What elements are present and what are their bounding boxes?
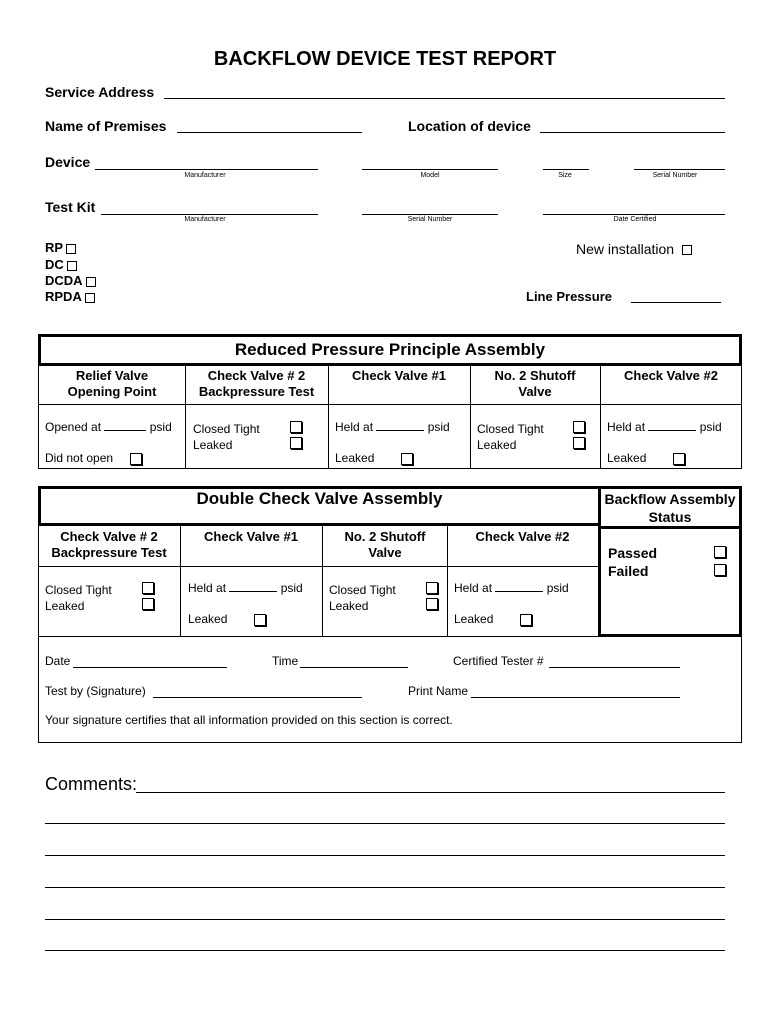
dc-cv1-leaked-checkbox[interactable] — [254, 614, 266, 626]
device-serial-field[interactable] — [634, 155, 725, 170]
device-serial-caption: Serial Number — [652, 172, 698, 179]
rp-shutoff-leaked-checkbox[interactable] — [573, 437, 585, 449]
device-manufacturer-field[interactable] — [95, 155, 318, 170]
print-name-label: Print Name — [408, 684, 469, 698]
dc-shutoff-closed-tight: Closed Tight — [329, 583, 396, 597]
device-model-caption: Model — [420, 172, 440, 179]
test-kit-manufacturer-caption: Manufacturer — [184, 216, 226, 223]
type-rpda[interactable]: RPDA — [45, 289, 95, 304]
rp-cv2-leaked: Leaked — [193, 438, 233, 452]
certified-tester-field[interactable] — [549, 654, 680, 668]
device-size-field[interactable] — [543, 155, 589, 170]
dc-checkbox[interactable] — [67, 261, 77, 271]
rp-opened-at: Opened at psid — [45, 420, 172, 434]
line-pressure-label: Line Pressure — [526, 289, 612, 304]
signature-field[interactable] — [153, 684, 362, 698]
device-model-field[interactable] — [362, 155, 498, 170]
dcda-checkbox[interactable] — [86, 277, 96, 287]
test-kit-label: Test Kit — [45, 199, 96, 215]
test-kit-manufacturer-field[interactable] — [101, 200, 318, 215]
dc-header-shutoff: No. 2 Shutoff Valve — [344, 529, 426, 560]
date-field[interactable] — [73, 654, 227, 668]
dc-header-cv2-backpressure: Check Valve # 2 Backpressure Test — [51, 529, 167, 560]
dc-cv1-held-at: Held at psid — [188, 581, 303, 595]
certify-statement: Your signature certifies that all information provided on this section is correct. — [45, 713, 453, 727]
comments-line-6[interactable] — [45, 934, 725, 951]
type-dcda[interactable]: DCDA — [45, 273, 96, 288]
dc-cv2b-held-at: Held at psid — [454, 581, 569, 595]
print-name-field[interactable] — [471, 684, 680, 698]
dc-header-cv2: Check Valve #2 — [475, 529, 570, 544]
dc-shutoff-leaked: Leaked — [329, 599, 369, 613]
rp-cv2-closed-tight: Closed Tight — [193, 422, 260, 436]
new-installation-checkbox[interactable] — [682, 245, 692, 255]
rpda-checkbox[interactable] — [85, 293, 95, 303]
rp-shutoff-leaked: Leaked — [477, 438, 517, 452]
test-kit-date-caption: Date Certified — [613, 216, 657, 223]
comments-line-4[interactable] — [45, 871, 725, 888]
device-manufacturer-caption: Manufacturer — [184, 172, 226, 179]
type-rp[interactable]: RP — [45, 240, 76, 255]
comments-label: Comments: — [45, 774, 138, 794]
type-dc[interactable]: DC — [45, 257, 77, 272]
date-label: Date — [45, 654, 71, 668]
device-size-caption: Size — [558, 172, 572, 179]
location-label: Location of device — [408, 118, 531, 134]
line-pressure-field[interactable] — [631, 289, 721, 303]
device-label: Device — [45, 154, 91, 170]
rp-cv1-leaked[interactable]: Leaked — [335, 451, 413, 465]
dc-header-cv1: Check Valve #1 — [204, 529, 298, 544]
status-title: Backflow Assembly Status — [604, 491, 736, 525]
time-label: Time — [272, 654, 299, 668]
rp-cv1-leaked-checkbox[interactable] — [401, 453, 413, 465]
dc-shutoff-closed-tight-checkbox[interactable] — [426, 582, 438, 594]
status-passed: Passed — [608, 545, 658, 561]
test-kit-serial-field[interactable] — [362, 200, 498, 215]
rp-did-not-open[interactable]: Did not open — [45, 451, 142, 465]
rp-checkbox[interactable] — [66, 244, 76, 254]
passed-checkbox[interactable] — [714, 546, 726, 558]
service-address-field[interactable] — [164, 84, 725, 99]
rp-cv2-leaked-checkbox[interactable] — [290, 437, 302, 449]
certified-tester-label: Certified Tester # — [453, 654, 544, 668]
test-kit-serial-caption: Serial Number — [407, 216, 453, 223]
time-field[interactable] — [300, 654, 408, 668]
rp-header-cv2-backpressure: Check Valve # 2 Backpressure Test — [198, 368, 315, 399]
rp-shutoff-closed-tight-checkbox[interactable] — [573, 421, 585, 433]
rp-header-cv2: Check Valve #2 — [624, 368, 718, 383]
service-address-label: Service Address — [45, 84, 155, 100]
dc-cv2b-leaked-checkbox[interactable] — [520, 614, 532, 626]
dc-cv2-leaked-checkbox[interactable] — [142, 598, 154, 610]
dc-cv2-closed-tight: Closed Tight — [45, 583, 112, 597]
dc-cv2-closed-tight-checkbox[interactable] — [142, 582, 154, 594]
rp-cv2b-leaked[interactable]: Leaked — [607, 451, 685, 465]
dc-cv2b-leaked[interactable]: Leaked — [454, 612, 532, 626]
rp-header-shutoff: No. 2 Shutoff Valve — [494, 368, 576, 399]
comments-line-3[interactable] — [45, 839, 725, 856]
test-kit-date-field[interactable] — [543, 200, 725, 215]
new-installation[interactable]: New installation — [576, 241, 692, 257]
rp-shutoff-closed-tight: Closed Tight — [477, 422, 544, 436]
location-field[interactable] — [540, 118, 725, 133]
rp-header-relief-valve: Relief Valve Opening Point — [67, 368, 157, 399]
failed-checkbox[interactable] — [714, 564, 726, 576]
rp-cv1-held-at: Held at psid — [335, 420, 450, 434]
rp-header-cv1: Check Valve #1 — [352, 368, 446, 383]
dc-shutoff-leaked-checkbox[interactable] — [426, 598, 438, 610]
test-by-label: Test by (Signature) — [45, 684, 146, 698]
comments-line-1[interactable] — [136, 774, 725, 793]
rp-title: Reduced Pressure Principle Assembly — [234, 340, 546, 359]
dc-cv1-leaked[interactable]: Leaked — [188, 612, 266, 626]
rp-cv2-closed-tight-checkbox[interactable] — [290, 421, 302, 433]
status-failed: Failed — [608, 563, 649, 579]
premises-label: Name of Premises — [45, 118, 167, 134]
comments-line-2[interactable] — [45, 807, 725, 824]
dc-cv2-leaked: Leaked — [45, 599, 85, 613]
rp-cv2-held-at: Held at psid — [607, 420, 722, 434]
premises-field[interactable] — [177, 118, 362, 133]
comments-line-5[interactable] — [45, 903, 725, 920]
page-title: BACKFLOW DEVICE TEST REPORT — [213, 48, 557, 70]
dc-title: Double Check Valve Assembly — [196, 489, 443, 508]
did-not-open-checkbox[interactable] — [130, 453, 142, 465]
rp-cv2b-leaked-checkbox[interactable] — [673, 453, 685, 465]
